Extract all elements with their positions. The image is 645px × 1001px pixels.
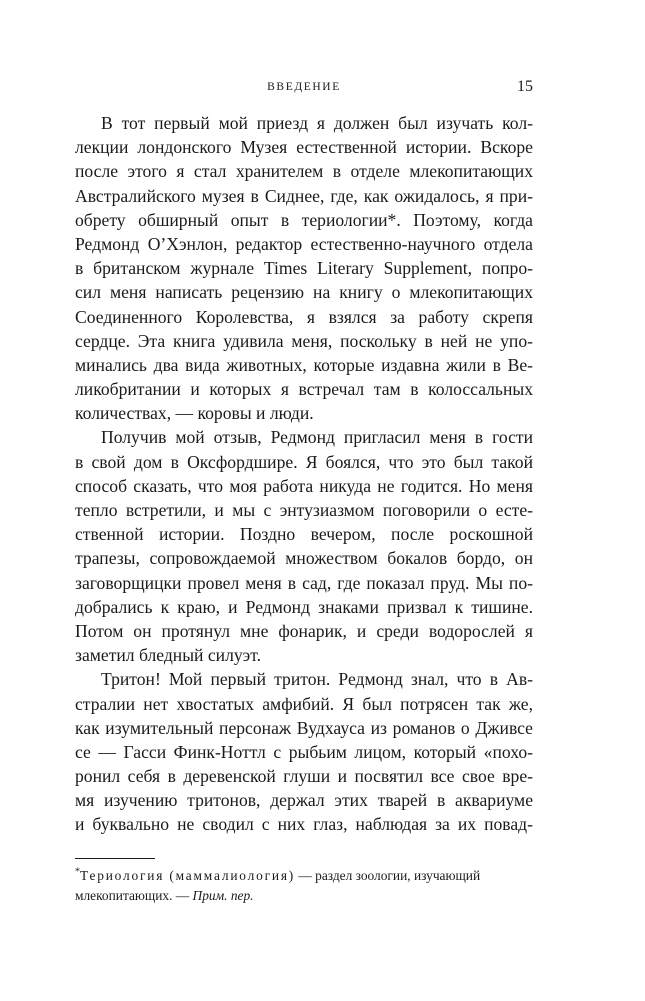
text-line: заговорщицки провел меня в сад, где показал пруд. Мы по-	[75, 572, 533, 593]
text-line: Редмонд О’Хэнлон, редактор естественно-научного отдела	[75, 233, 533, 254]
page-number: 15	[517, 78, 533, 95]
text-line: ственной истории. Поздно вечером, после роскошной	[75, 524, 533, 545]
footnote	[75, 866, 533, 905]
text-line: лекции лондонского Музея естественной истории. Вскоре	[75, 137, 533, 158]
translator-note-label: Прим. пер.	[192, 887, 254, 903]
text-line: в британском журнале Times Literary Supplement, попро-	[75, 258, 533, 279]
text-line: в свой дом в Оксфордшире. Я боялся, что это был такой	[75, 451, 533, 472]
text-line: Соединенного Королевства, я взялся за работу скрепя	[75, 306, 533, 327]
footnote-line-1	[75, 866, 533, 886]
text-line: мя изучению тритонов, держал этих тварей в аквариуме	[75, 790, 533, 811]
text-line: после этого я стал хранителем в отделе млекопитающих	[75, 161, 533, 182]
text-line: Получив мой отзыв, Редмонд пригласил меня в гости	[101, 427, 533, 448]
text-line: стралии нет хвостатых амфибий. Я был потрясен так же,	[75, 693, 533, 714]
text-line: добрались к краю, и Редмонд знаками призвал к тишине.	[75, 596, 533, 617]
text-line: В тот первый мой приезд я должен был изучать кол-	[101, 113, 533, 133]
text-line: способ сказать, что моя работа никуда не годится. Но меня	[75, 475, 533, 496]
footnote-line-2	[75, 886, 533, 906]
text-line: Австралийского музея в Сиднее, где, как ожидалось, я при-	[75, 185, 533, 206]
footnote-text-continued: млекопитающих. —	[75, 887, 193, 903]
text-line: как изумительный персонаж Вудхауса из романов о Дживсе	[75, 717, 533, 738]
text-line: трапезы, сопровождаемой множеством бокалов бордо, он	[75, 548, 533, 569]
footnote-divider	[75, 858, 155, 859]
text-line: се — Гасси Финк-Ноттл с рыбьим лицом, который «похо-	[75, 741, 533, 762]
text-line: Потом он протянул мне фонарик, и среди водорослей я	[75, 620, 533, 641]
running-head	[75, 78, 533, 98]
text-line: сил меня написать рецензию на книгу о млекопитающих	[75, 282, 533, 303]
text-line: обрету обширный опыт в териологии*. Поэтому, когда	[75, 209, 533, 230]
footnote-term: Териология (маммалиология)	[80, 868, 296, 883]
text-line: количествах, — коровы и люди.	[75, 403, 314, 424]
text-line: тепло встретили, и мы с энтузиазмом поговорили о есте-	[75, 500, 533, 520]
text-line: заметил бледный силуэт.	[75, 645, 261, 666]
text-line: ронил себя в деревенской глуши и посвятил все свое вре-	[75, 766, 533, 787]
text-line: минались два вида животных, которые издавна жили в Ве-	[75, 354, 533, 375]
footnote-text: — раздел зоологии, изучающий	[295, 868, 481, 883]
section-title: ВВЕДЕНИЕ	[267, 81, 341, 93]
text-line: сердце. Эта книга удивила меня, поскольку в ней не упо-	[75, 330, 533, 351]
text-line: и буквально не сводил с них глаз, наблюдая за их повад-	[75, 814, 533, 835]
footnote-marker: *	[75, 866, 80, 878]
text-line: ликобритании и которых я встречал там в колоссальных	[75, 379, 533, 400]
body-text	[75, 111, 533, 837]
text-line: Тритон! Мой первый тритон. Редмонд знал, что в Ав-	[101, 669, 533, 690]
